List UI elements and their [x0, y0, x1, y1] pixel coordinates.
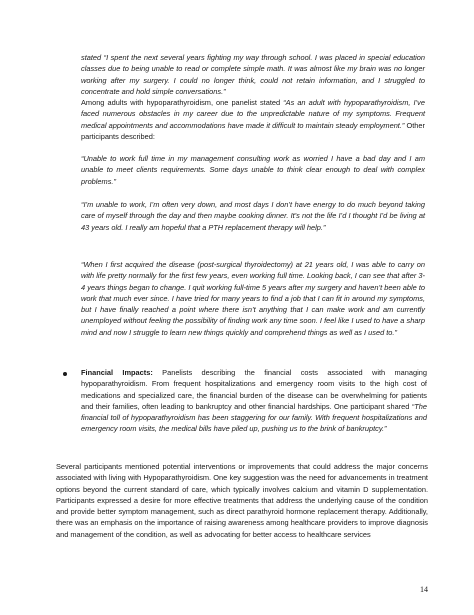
paragraph-interventions: Several participants mentioned potential interventions or improvements that could address the major concerns associated with living with Hypoparathyroidism. One key suggestion was the need for advancements in treatment options beyond the current standard of care, which typically involves calcium and vitamin D supplementation. Participants expressed a desire for more effective treatments that address the underlying cause of the condition and provide better symptom management, such as direct parathyroid hormone replacement therapy. Additionally, there was an emphasis on the importance of raising awareness among healthcare providers to improve diagnosis and management of the condition, as well as advocating for better access to healthcare services: [56, 462, 428, 539]
adults-outro: Other participants described:: [81, 120, 425, 141]
bullet-heading: Financial Impacts:: [81, 368, 153, 377]
quote-consulting: “Unable to work full time in my management consulting work as worried I have a bad day and I am unable to meet clients requirements. Some days unable to think clear enough to deal with complex problems.”: [81, 154, 425, 186]
bullet-marker: [63, 372, 67, 376]
paragraph-adults: [81, 97, 425, 142]
adults-quote: “As an adult with hypoparathyroidism, I’ve faced numerous obstacles in my career due to the unpredictable nature of my symptoms. Frequent medical appointments and accommodations have made it difficult to maintain steady employment.”: [81, 98, 425, 130]
quote-post-surgical: “When I first acquired the disease (post-surgical thyroidectomy) at 21 years old, I was able to carry on with life pretty normally for the first few years, even working full time. Looking back, I can see that after 3-4 years things began to change. I quit working full-time 5 years after my surgery and haven’t been able to work that much ever since. I have tried for many years to find a job that I can fit in around my symptoms, but I have finally reached a point where there isn’t anything that I can make work and am currently unemployed without feeling the possibility of finding work any time soon. I feel like I used to have a sharp mind and now I struggle to learn new things quickly and comprehend things as well as I used to.”: [81, 260, 425, 337]
bullet-quote: “The financial toll of hypoparathyroidism has been staggering for our family. With frequent hospitalizations and emergency room visits, the medical bills have piled up, pushing us to the brink of bankruptcy.”: [81, 401, 427, 434]
page-number: 14: [420, 585, 428, 594]
paragraph-school-quote: stated “I spent the next several years fighting my way through school. I was placed in special education classes due to being unable to read or complete simple math. It was almost like my brain was no longer working after my surgery. I could no longer think, could not retain information, and I struggled to concentrate and hold simple conversations.”: [81, 53, 425, 96]
bullet-text: Panelists describing the financial costs associated with managing hypoparathyroidism. From frequent hospitalizations and emergency room visits to the high cost of medications and specialized care, the financial burden of the disease can be overwhelming for patients and their families, often leading to bankruptcy and other financial hardships. One participant shared: [81, 368, 427, 411]
adults-intro: Among adults with hypoparathyroidism, one panelist stated: [81, 98, 284, 107]
quote-unable-to-work: “I’m unable to work, I’m often very down, and most days I don’t have energy to do much beyond taking care of myself through the day and then maybe cooking dinner. It’s not the life I’d I thought I’d be living at 43 years old. I really am hopeful that a PTH replacement therapy will help.”: [81, 200, 425, 232]
bullet-financial-impacts: [81, 367, 427, 435]
